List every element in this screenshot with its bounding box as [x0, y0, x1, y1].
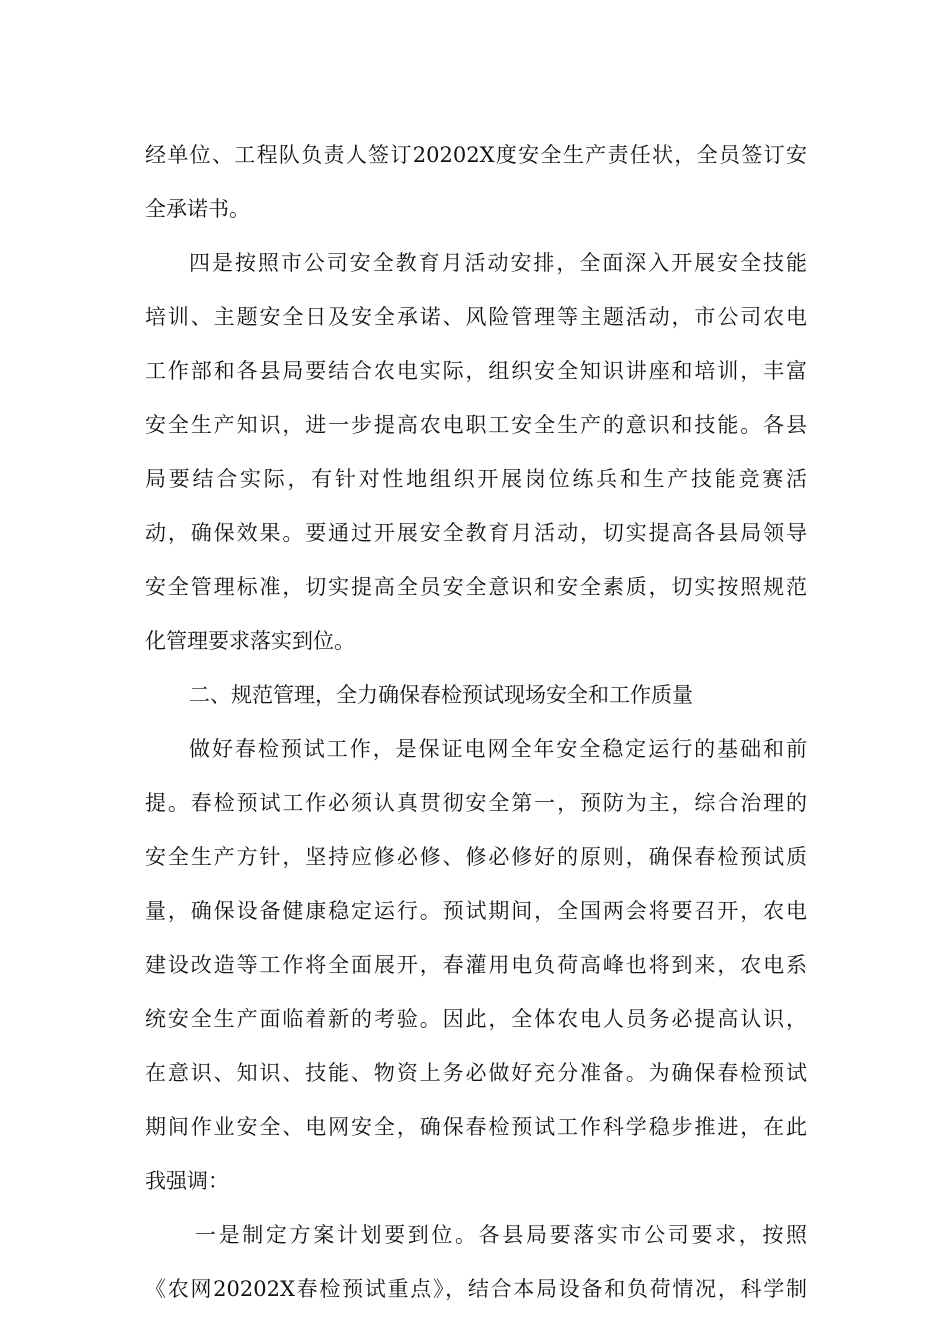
- text-line: 经单位、工程队负责人签订20202X度安全生产责任状，全员签订安: [145, 143, 807, 167]
- text-line: 安全生产知识，进一步提高农电职工安全生产的意识和技能。各县: [145, 413, 807, 437]
- text-line: 化管理要求落实到位。: [145, 629, 355, 653]
- text-line: 提。春检预试工作必须认真贯彻安全第一，预防为主，综合治理的: [145, 791, 807, 815]
- text-line: 在意识、知识、技能、物资上务必做好充分准备。为确保春检预试: [145, 1061, 807, 1085]
- text-line: 《农网20202X春检预试重点》，结合本局设备和负荷情况，科学制: [145, 1277, 807, 1301]
- text-line: 统安全生产面临着新的考验。因此，全体农电人员务必提高认识，: [145, 1007, 807, 1031]
- text-line: 安全管理标准，切实提高全员安全意识和安全素质，切实按照规范: [145, 575, 807, 599]
- paragraph-start-line: 一是制定方案计划要到位。各县局要落实市公司要求，按照: [195, 1223, 807, 1247]
- text-line: 局要结合实际，有针对性地组织开展岗位练兵和生产技能竞赛活: [145, 467, 807, 491]
- text-line: 全承诺书。: [145, 197, 250, 221]
- section-heading: 二、规范管理，全力确保春检预试现场安全和工作质量: [189, 683, 693, 707]
- text-line: 建设改造等工作将全面展开，春灌用电负荷高峰也将到来，农电系: [145, 953, 807, 977]
- document-body: [145, 128, 807, 1316]
- text-line: 培训、主题安全日及安全承诺、风险管理等主题活动，市公司农电: [145, 305, 807, 329]
- text-line: 期间作业安全、电网安全，确保春检预试工作科学稳步推进，在此: [145, 1115, 807, 1139]
- paragraph-start-line: 四是按照市公司安全教育月活动安排，全面深入开展安全技能: [189, 251, 807, 275]
- text-line: 工作部和各县局要结合农电实际，组织安全知识讲座和培训，丰富: [145, 359, 807, 383]
- text-line: 我强调：: [145, 1169, 229, 1193]
- paragraph-start-line: 做好春检预试工作，是保证电网全年安全稳定运行的基础和前: [189, 737, 807, 761]
- text-line: 动，确保效果。要通过开展安全教育月活动，切实提高各县局领导: [145, 521, 807, 545]
- text-line: 安全生产方针，坚持应修必修、修必修好的原则，确保春检预试质: [145, 845, 807, 869]
- text-line: 量，确保设备健康稳定运行。预试期间，全国两会将要召开，农电: [145, 899, 807, 923]
